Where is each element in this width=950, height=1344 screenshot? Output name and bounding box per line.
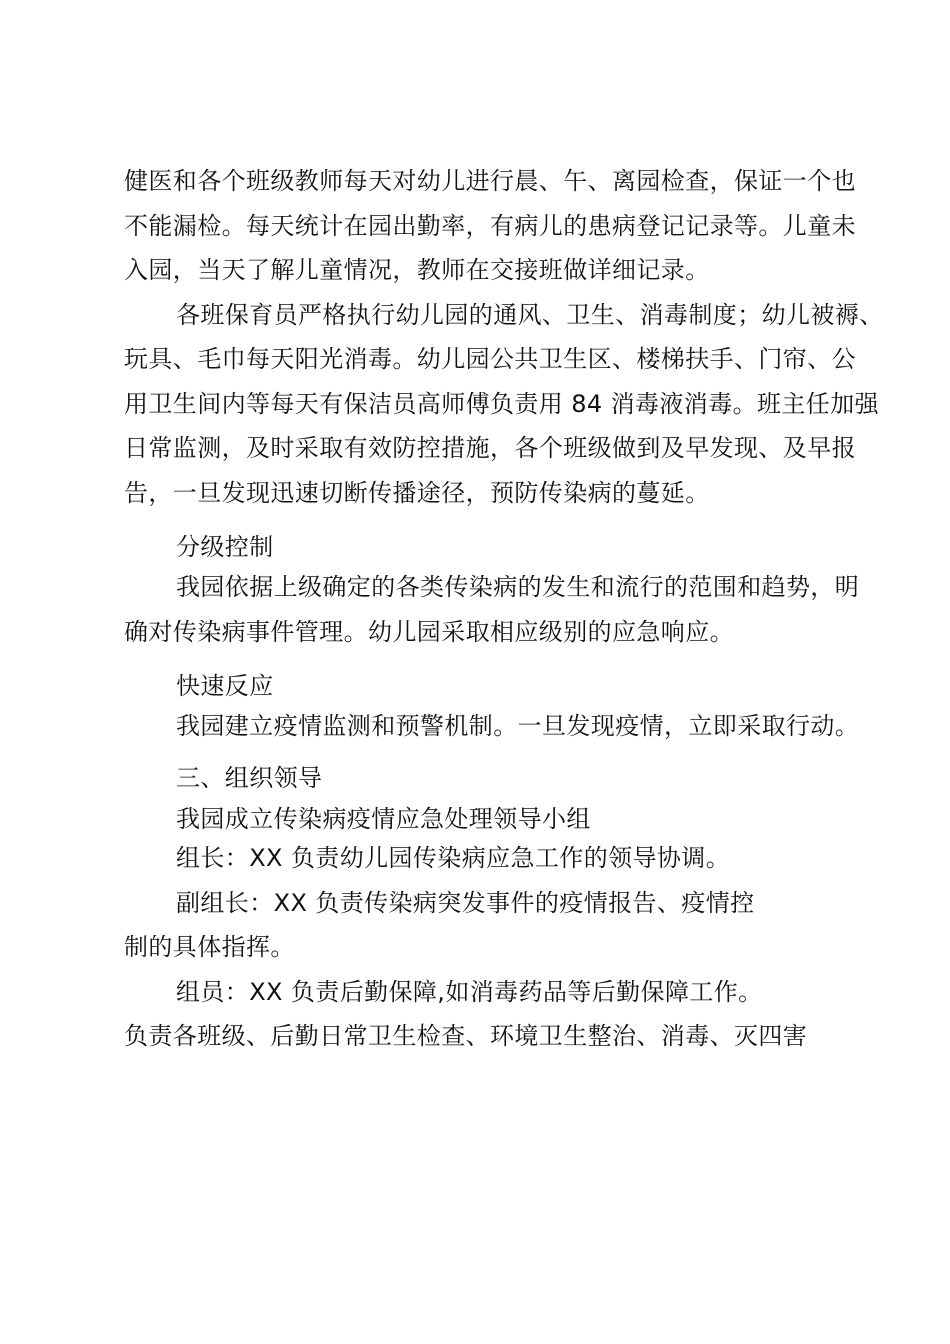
org-member-line2: 负责各班级、后勤日常卫生检查、环境卫生整治、消毒、灭四害	[124, 1022, 808, 1050]
paragraph-line: 入园，当天了解儿童情况，教师在交接班做详细记录。	[124, 256, 710, 284]
section-heading-rapid-response: 快速反应	[176, 672, 274, 700]
paragraph-line: 用卫生间内等每天有保洁员高师傅负责用 84 消毒液消毒。班主任加强	[124, 390, 879, 418]
section-heading-organization: 三、组织领导	[176, 764, 323, 792]
org-deputy-line1: 副组长：XX 负责传染病突发事件的疫情报告、疫情控	[176, 889, 755, 917]
org-leader: 组长：XX 负责幼儿园传染病应急工作的领导协调。	[176, 844, 731, 872]
paragraph-line: 各班保育员严格执行幼儿园的通风、卫生、消毒制度；幼儿被褥、	[176, 301, 884, 329]
paragraph-line: 玩具、毛巾每天阳光消毒。幼儿园公共卫生区、楼梯扶手、门帘、公	[124, 345, 856, 373]
org-member-line1: 组员：XX 负责后勤保障,如消毒药品等后勤保障工作。	[176, 978, 763, 1006]
section-heading-graded-control: 分级控制	[176, 533, 274, 561]
paragraph-line: 我园依据上级确定的各类传染病的发生和流行的范围和趋势，明	[176, 573, 860, 601]
paragraph-line: 确对传染病事件管理。幼儿园采取相应级别的应急响应。	[124, 618, 734, 646]
paragraph-line: 告，一旦发现迅速切断传播途径，预防传染病的蔓延。	[124, 479, 710, 507]
paragraph-line: 不能漏检。每天统计在园出勤率，有病儿的患病登记记录等。儿童未	[124, 212, 856, 240]
paragraph-line: 健医和各个班级教师每天对幼儿进行晨、午、离园检查，保证一个也	[124, 167, 856, 195]
paragraph-line: 我园建立疫情监测和预警机制。一旦发现疫情，立即采取行动。	[176, 712, 860, 740]
org-deputy-line2: 制的具体指挥。	[124, 933, 295, 961]
org-intro: 我园成立传染病疫情应急处理领导小组	[176, 805, 591, 833]
paragraph-line: 日常监测，及时采取有效防控措施，各个班级做到及早发现、及早报	[124, 434, 856, 462]
